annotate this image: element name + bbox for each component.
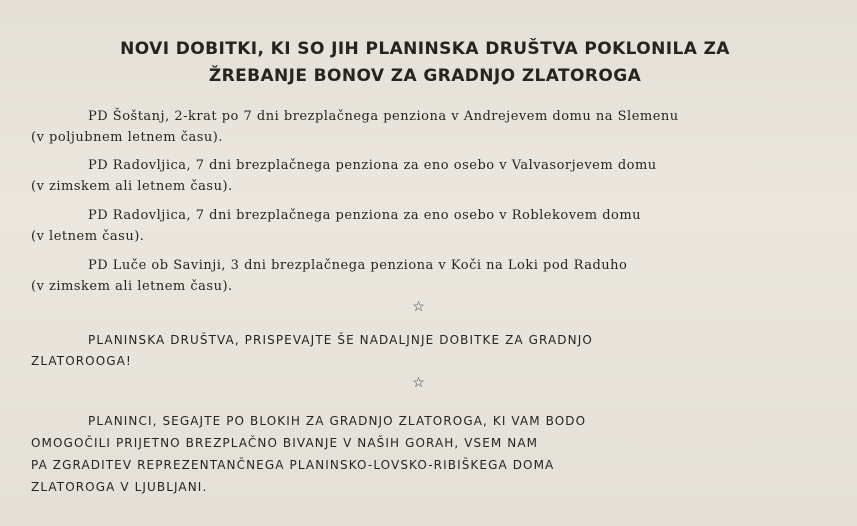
prize-entry-radovljica-valvasor: [31, 155, 821, 197]
prize-entry-sostanj: [31, 106, 821, 148]
entry-text-line-1: PD Luče ob Savinji, 3 dni brezplačnega penziona v Koči na Loki pod Raduho: [88, 258, 628, 273]
entry-text-line-1: PD Šoštanj, 2-krat po 7 dni brezplačnega penziona v Andrejevem domu na Slemenu: [88, 109, 679, 124]
entry-text-line-1: PD Radovljica, 7 dni brezplačnega penziona za eno osebo v Roblekovem domu: [88, 208, 642, 223]
appeal-line-1: PLANINCI, SEGAJTE PO BLOKIH ZA GRADNJO ZLATOROGA, KI VAM BODO: [88, 414, 587, 428]
appeal-line-4: ZLATOROGA V LJUBLJANI.: [31, 480, 208, 494]
appeal-line-3: PA ZGRADITEV REPREZENTANČNEGA PLANINSKO-LOVSKO-RIBIŠKEGA DOMA: [31, 458, 555, 472]
entry-text-line-2: (v zimskem ali letnem času).: [31, 279, 233, 294]
entry-text-line-2: (v letnem času).: [31, 229, 145, 244]
appeal-to-societies: [31, 330, 821, 372]
star-separator-icon: ☆: [412, 375, 425, 391]
prize-entry-radovljica-roblek: [31, 205, 821, 247]
heading-line-2: ŽREBANJE BONOV ZA GRADNJO ZLATOROGA: [208, 66, 642, 86]
heading-line-1: NOVI DOBITKI, KI SO JIH PLANINSKA DRUŠTVA POKLONILA ZA: [120, 39, 730, 59]
star-separator-icon: ☆: [412, 299, 425, 315]
entry-text-line-2: (v poljubnem letnem času).: [31, 130, 223, 145]
appeal-line-1: PLANINSKA DRUŠTVA, PRISPEVAJTE ŠE NADALJNJE DOBITKE ZA GRADNJO: [88, 333, 593, 347]
prize-entry-luce: [31, 255, 821, 297]
entry-text-line-2: (v zimskem ali letnem času).: [31, 179, 233, 194]
appeal-line-2: ZLATOROOGA!: [31, 354, 132, 368]
entry-text-line-1: PD Radovljica, 7 dni brezplačnega penziona za eno osebo v Valvasorjevem domu: [88, 158, 657, 173]
appeal-line-2: OMOGOČILI PRIJETNO BREZPLAČNO BIVANJE V NAŠIH GORAH, VSEM NAM: [31, 436, 539, 450]
appeal-to-mountaineers: [31, 410, 821, 498]
